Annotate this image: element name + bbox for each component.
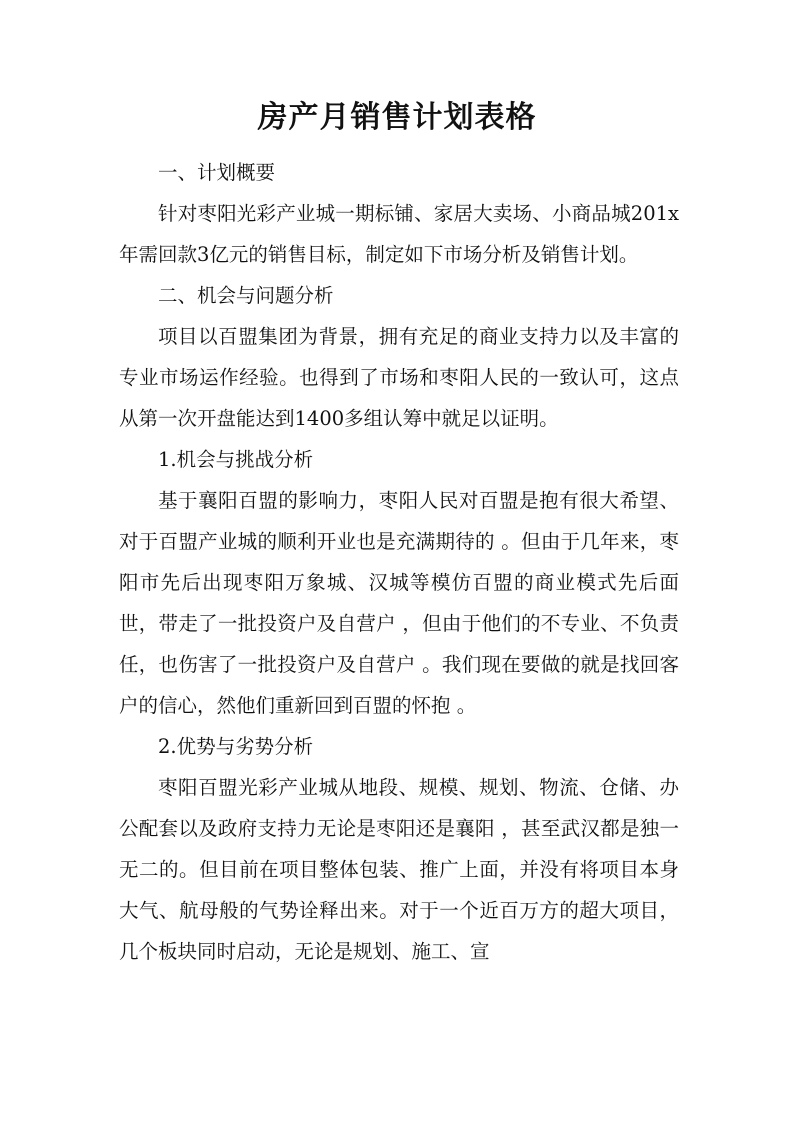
paragraph-plan-overview: 针对枣阳光彩产业城一期标铺、家居大卖场、小商品城201x年需回款3亿元的销售目标，制定如下市场分析及销售计划。 bbox=[119, 202, 679, 266]
paragraph-opportunity-analysis: 项目以百盟集团为背景，拥有充足的商业支持力以及丰富的专业市场运作经验。也得到了市场和枣阳人民的一致认可，这点从第一次开盘能达到1400多组认筹中就足以证明。 bbox=[119, 325, 679, 430]
section-heading-plan-overview: 一、计划概要 bbox=[158, 161, 276, 184]
document-body bbox=[119, 152, 679, 972]
paragraph-strength-weakness: 枣阳百盟光彩产业城从地段、规模、规划、物流、仓储、办公配套以及政府支持力无论是枣阳还是襄阳 ，甚至武汉都是独一无二的。但目前在项目整体包装、推广上面，并没有将项目本身大气、航母般的气势诠释出来。对于一个近百万方的超大项目，几个板块同时启动，无论是规划、施工、宣 bbox=[119, 776, 679, 963]
subheading-opportunity-challenge: 1.机会与挑战分析 bbox=[158, 448, 314, 471]
section-heading-opportunity-analysis: 二、机会与问题分析 bbox=[158, 284, 334, 307]
subheading-strength-weakness: 2.优势与劣势分析 bbox=[158, 735, 314, 758]
paragraph-opportunity-challenge: 基于襄阳百盟的影响力，枣阳人民对百盟是抱有很大希望、对于百盟产业城的顺利开业也是充满期待的 。但由于几年来，枣阳市先后出现枣阳万象城、汉城等模仿百盟的商业模式先后面世，带走了一批投资户及自营户 ，但由于他们的不专业、不负责任，也伤害了一批投资户及自营户 。我们现在要做的就是找回客户的信心，然他们重新回到百盟的怀抱 。 bbox=[119, 489, 679, 717]
document-title: 房产月销售计划表格 bbox=[257, 100, 537, 135]
